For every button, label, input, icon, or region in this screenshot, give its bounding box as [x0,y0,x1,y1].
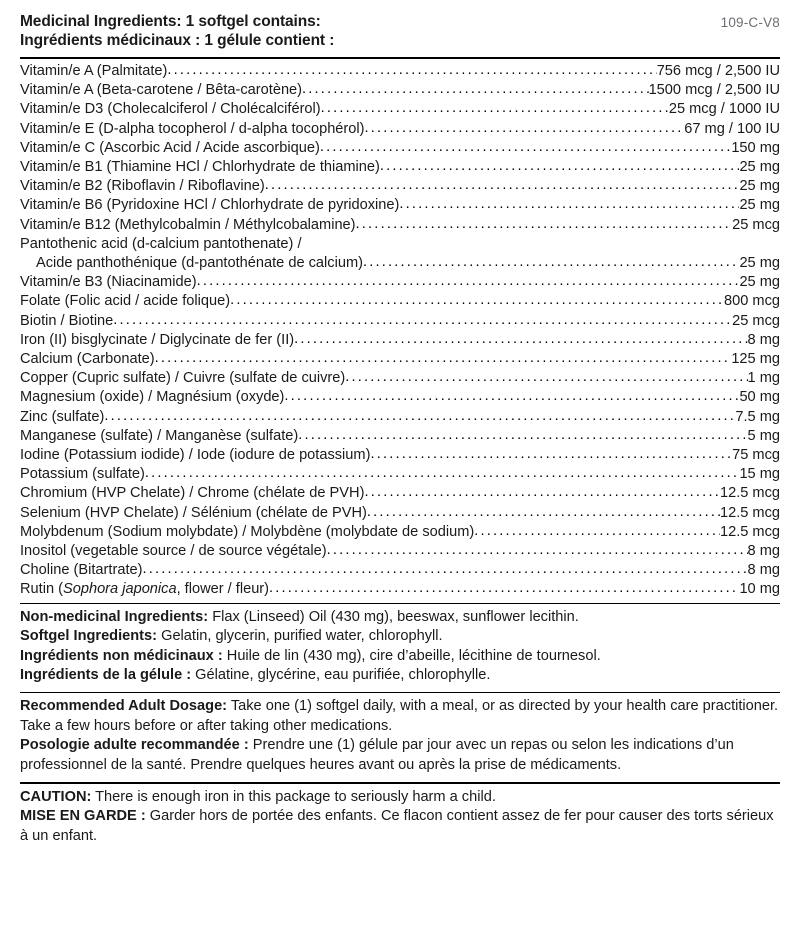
non-medicinal-label-en: Non-medicinal Ingredients: [20,608,209,625]
ingredient-name: Manganese (sulfate) / Manganèse (sulfate) [20,427,299,444]
ingredient-amount: 1500 mcg / 2,500 IU [648,82,780,99]
ingredient-name: Vitamin/e E (D-alpha tocopherol / d-alpha tocophérol) [20,120,365,137]
ingredient-name: Iodine (Potassium iodide) / Iode (iodure de potassium) [20,447,371,464]
dosage-block [20,693,780,775]
dosage-fr-line [20,736,780,775]
dosage-label-en: Recommended Adult Dosage: [20,698,228,715]
ingredient-name: Vitamin/e B6 (Pyridoxine HCl / Chlorhydrate de pyridoxine) [20,197,400,214]
ingredient-amount: 8 mg [747,562,780,579]
ingredient-row [20,177,780,196]
ingredient-amount: 12.5 mcg [719,504,780,521]
dot-leader [399,195,739,214]
ingredient-amount: 125 mg [731,351,780,368]
ingredient-name: Vitamin/e A (Beta-carotene / Bêta-carotène) [20,82,303,99]
ingredient-name: Vitamin/e D3 (Cholecalciferol / Cholécalciférol) [20,101,321,118]
dot-leader [230,291,724,310]
dot-leader [167,61,656,80]
ingredient-row [20,216,780,235]
ingredient-name: Folate (Folic acid / acide folique) [20,293,231,310]
ingredient-amount: 25 mcg [732,312,780,329]
ingredient-row [20,484,780,503]
softgel-text-en: Gelatin, glycerin, purified water, chlorophyll. [161,628,443,645]
ingredient-amount: 756 mcg / 2,500 IU [656,63,780,79]
ingredient-name: Potassium (sulfate) [20,466,145,483]
non-medicinal-label-fr: Ingrédients non médicinaux : [20,647,223,664]
ingredient-name: Pantothenic acid (d-calcium pantothenate) / [20,235,302,252]
ingredient-name: Vitamin/e B3 (Niacinamide) [20,274,197,291]
non-medicinal-text-fr: Huile de lin (430 mg), cire d’abeille, lécithine de tournesol. [226,647,601,664]
ingredient-row [20,254,780,273]
non-medicinal-text-en: Flax (Linseed) Oil (430 mg), beeswax, sunflower lecithin. [212,608,579,625]
ingredient-amount: 50 mg [739,389,780,406]
dot-leader [265,176,740,195]
header-titles [20,13,780,50]
caution-fr-line [20,807,780,846]
ingredient-row [20,427,780,446]
ingredient-row [20,292,780,311]
ingredient-row [20,100,780,119]
ingredient-name: Iron (II) bisglycinate / Diglycinate de fer (II) [20,331,295,348]
ingredient-row [20,408,780,427]
ingredient-name: Vitamin/e A (Palmitate) [20,63,168,79]
caution-text-en: There is enough iron in this package to seriously harm a child. [95,788,496,805]
dot-leader [142,560,747,579]
dot-leader [320,138,731,157]
ingredient-amount: 15 mg [739,466,780,483]
ingredient-name: Inositol (vegetable source / de source végétale) [20,543,327,560]
dot-leader [345,368,747,387]
dot-leader [302,80,649,99]
divider-top [20,57,780,59]
ingredient-name: Calcium (Carbonate) [20,351,155,368]
ingredient-row [20,81,780,100]
ingredient-amount: 12.5 mcg [719,485,780,502]
non-medicinal-en-line [20,608,780,627]
ingredient-amount: 75 mcg [732,447,780,464]
dot-leader [284,387,739,406]
ingredient-amount: 8 mg [747,331,780,348]
dot-leader [474,522,720,541]
dot-leader [321,99,669,118]
dot-leader [197,272,740,291]
ingredient-row [20,580,780,599]
ingredient-amount: 10 mg [739,581,780,598]
softgel-text-fr: Gélatine, glycérine, eau purifiée, chlorophylle. [195,666,491,683]
caution-text-fr: Garder hors de portée des enfants. Ce flacon contient assez de fer pour causer des torts sérieux à un enfant. [20,808,774,844]
other-ingredients-block [20,604,780,686]
ingredient-row [20,388,780,407]
dot-leader [370,445,732,464]
ingredient-amount: 25 mcg [732,216,780,233]
dot-leader [327,541,748,560]
ingredient-row [20,446,780,465]
ingredient-name: Vitamin/e C (Ascorbic Acid / Acide ascorbique) [20,139,320,156]
ingredient-name: Vitamin/e B1 (Thiamine HCl / Chlorhydrate de thiamine) [20,159,380,176]
ingredient-amount: 25 mcg / 1000 IU [668,101,780,118]
dosage-en-line [20,697,780,736]
ingredient-amount: 25 mg [739,274,780,291]
ingredient-row [20,62,780,81]
label-header [20,0,780,50]
ingredient-amount: 800 mcg [724,293,780,310]
softgel-label-fr: Ingrédients de la gélule : [20,666,192,683]
dot-leader [363,253,739,272]
medicinal-ingredients-list [20,62,780,600]
ingredient-row [20,312,780,331]
ingredient-row [20,369,780,388]
softgel-fr-line [20,666,780,685]
ingredient-name: Vitamin/e B2 (Riboflavin / Riboflavine) [20,178,265,195]
ingredient-amount: 5 mg [747,427,780,444]
ingredient-amount: 67 mg / 100 IU [684,120,780,137]
dot-leader [104,407,735,426]
dot-leader [155,349,732,368]
dot-leader [356,215,733,234]
ingredient-row [20,273,780,292]
ingredient-name: Acide panthothénique (d-pantothénate de calcium) [36,255,363,272]
ingredient-amount: 1 mg [747,370,780,387]
dot-leader [364,483,720,502]
ingredient-row [20,523,780,542]
ingredient-name: Molybdenum (Sodium molybdate) / Molybdène (molybdate de sodium) [20,523,475,540]
dot-leader [269,579,739,598]
medicinal-ingredients-title-en: Medicinal Ingredients: 1 softgel contains: [20,13,321,30]
ingredient-row [20,139,780,158]
document-code: 109-C-V8 [720,15,780,30]
caution-block [20,784,780,846]
ingredient-name: Magnesium (oxide) / Magnésium (oxyde) [20,389,285,406]
dot-leader [294,330,747,349]
dot-leader [113,311,732,330]
dot-leader [298,426,747,445]
ingredient-row [20,465,780,484]
ingredient-amount: 25 mg [739,178,780,195]
ingredient-row [20,235,780,254]
ingredient-name: Vitamin/e B12 (Methylcobalmin / Méthylcobalamine) [20,216,356,233]
softgel-en-line [20,627,780,646]
ingredient-name: Zinc (sulfate) [20,408,105,425]
dosage-text-en: Take one (1) softgel daily, with a meal, or as directed by your health care practitioner. Take a few hours before or after taking other medications. [20,698,779,734]
dot-leader [365,119,685,138]
ingredient-row [20,350,780,369]
ingredient-name: Copper (Cupric sulfate) / Cuivre (sulfate de cuivre) [20,370,346,387]
dot-leader [145,464,740,483]
ingredient-name: Biotin / Biotine [20,312,114,329]
dot-leader [380,157,740,176]
ingredient-amount: 25 mg [739,159,780,176]
caution-en-line [20,788,780,807]
ingredient-name: Chromium (HVP Chelate) / Chrome (chélate de PVH) [20,485,365,502]
caution-label-en: CAUTION: [20,788,92,805]
dot-leader [367,503,720,522]
ingredient-row [20,120,780,139]
ingredient-row [20,196,780,215]
medicinal-ingredients-title-fr: Ingrédients médicinaux : 1 gélule contient : [20,31,335,49]
ingredient-amount: 25 mg [739,197,780,214]
ingredient-amount: 7.5 mg [735,408,780,425]
ingredient-amount: 12.5 mcg [719,523,780,540]
ingredient-name: Selenium (HVP Chelate) / Sélénium (chélate de PVH) [20,504,367,521]
ingredient-name: Choline (Bitartrate) [20,562,143,579]
dosage-text-fr: Prendre une (1) gélule par jour avec un repas ou selon les indications d’un professionnel de la santé. Prendre quelques heures avant ou après la prise de médicaments. [20,737,734,773]
dosage-label-fr: Posologie adulte recommandée : [20,737,249,754]
caution-label-fr: MISE EN GARDE : [20,808,146,825]
non-medicinal-fr-line [20,647,780,666]
ingredient-row [20,542,780,561]
ingredient-amount: 25 mg [739,255,780,272]
ingredient-row [20,561,780,580]
ingredient-row [20,158,780,177]
ingredient-row [20,504,780,523]
softgel-label-en: Softgel Ingredients: [20,628,158,645]
ingredient-row [20,331,780,350]
ingredient-amount: 150 mg [731,139,780,156]
ingredient-name: Rutin (Sophora japonica, flower / fleur) [20,581,270,598]
ingredient-amount: 8 mg [747,543,780,560]
